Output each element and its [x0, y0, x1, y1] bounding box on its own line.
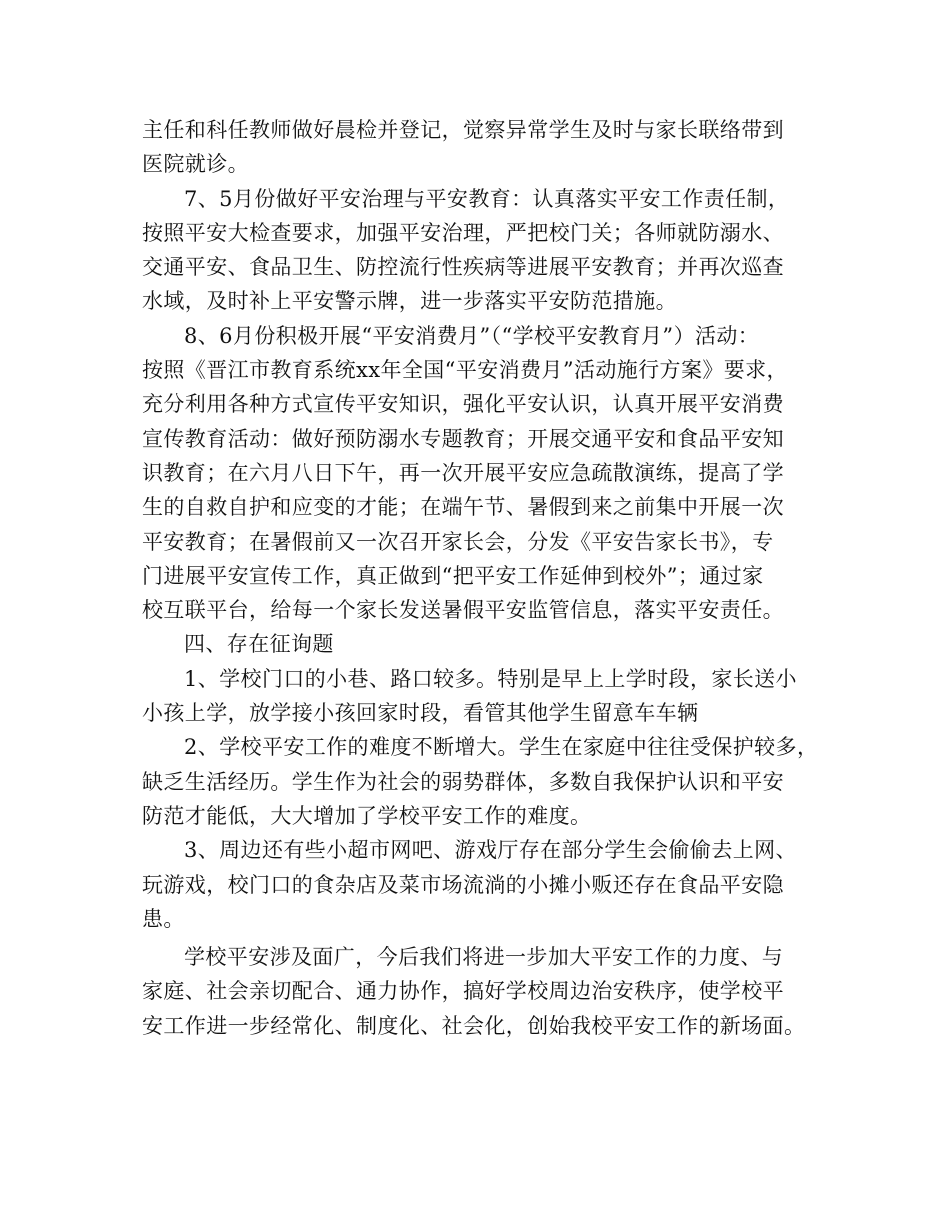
text-line: 交通平安、食品卫生、防控流行性疾病等进展平安教育；并再次巡查 — [142, 255, 784, 280]
paragraph-intro-continuation — [142, 113, 814, 182]
text-line: 防范才能低，大大增加了学校平安工作的难度。 — [142, 803, 592, 828]
text-line: 2、学校平安工作的难度不断增大。学生在家庭中往往受保护较多， — [184, 735, 819, 760]
text-line: 小孩上学，放学接小孩回家时段，看管其他学生留意车车辆 — [142, 701, 699, 726]
text-line: 8、6月份积极开展“平安消费月”（“学校平安教育月”）活动： — [184, 323, 760, 348]
text-line: 充分利用各种方式宣传平安知识，强化平安认识，认真开展平安消费 — [142, 392, 784, 417]
paragraph-item-8 — [142, 319, 814, 628]
paragraph-item-7 — [142, 182, 814, 319]
document-body — [142, 113, 819, 1043]
text-line: 医院就诊。 — [142, 152, 249, 177]
text-line: 门进展平安宣传工作，真正做到“把平安工作延伸到校外”；通过家 — [142, 563, 764, 588]
text-line: 缺乏生活经历。学生作为社会的弱势群体，多数自我保护认识和平安 — [142, 769, 784, 794]
text-line: 识教育；在六月八日下午，再一次开展平安应急疏散演练，提高了学 — [142, 460, 784, 485]
paragraph-issue-1 — [142, 662, 814, 731]
text-line: 校互联平台，给每一个家长发送暑假平安监管信息，落实平安责任。 — [142, 598, 784, 623]
text-line: 按照《晋江市教育系统xx年全国“平安消费月”活动施行方案》要求， — [142, 358, 788, 383]
text-line: 学校平安涉及面广，今后我们将进一步加大平安工作的力度、与 — [184, 945, 784, 970]
text-line: 主任和科任教师做好晨检并登记，觉察异常学生及时与家长联络带到 — [142, 118, 784, 142]
text-line: 按照平安大检查要求，加强平安治理，严把校门关；各师就防溺水、 — [142, 220, 784, 245]
paragraph-issue-2 — [142, 730, 819, 833]
text-line: 水域，及时补上平安警示牌，进一步落实平安防范措施。 — [142, 289, 677, 314]
text-line: 生的自救自护和应变的才能；在端午节、暑假到来之前集中开展一次 — [142, 495, 784, 520]
paragraph-conclusion — [142, 940, 814, 1043]
text-line: 患。 — [142, 906, 185, 931]
text-line: 安工作进一步经常化、制度化、社会化，创始我校平安工作的新场面。 — [142, 1013, 806, 1038]
text-line: 7、5月份做好平安治理与平安教育：认真落实平安工作责任制， — [184, 186, 790, 211]
paragraph-issue-3 — [142, 833, 814, 936]
text-line: 宣传教育活动：做好预防溺水专题教育；开展交通平安和食品平安知 — [142, 426, 784, 451]
section-heading — [142, 627, 814, 661]
text-line: 3、周边还有些小超市网吧、游戏厅存在部分学生会偷偷去上网、 — [184, 838, 797, 863]
text-line: 四、存在征询题 — [184, 632, 334, 657]
text-line: 1、学校门口的小巷、路口较多。特别是早上上学时段，家长送小 — [184, 666, 797, 691]
text-line: 平安教育；在暑假前又一次召开家长会，分发《平安告家长书》，专 — [142, 529, 774, 554]
text-line: 玩游戏，校门口的食杂店及菜市场流淌的小摊小贩还存在食品平安隐 — [142, 872, 784, 897]
text-line: 家庭、社会亲切配合、通力协作，搞好学校周边治安秩序，使学校平 — [142, 979, 784, 1004]
